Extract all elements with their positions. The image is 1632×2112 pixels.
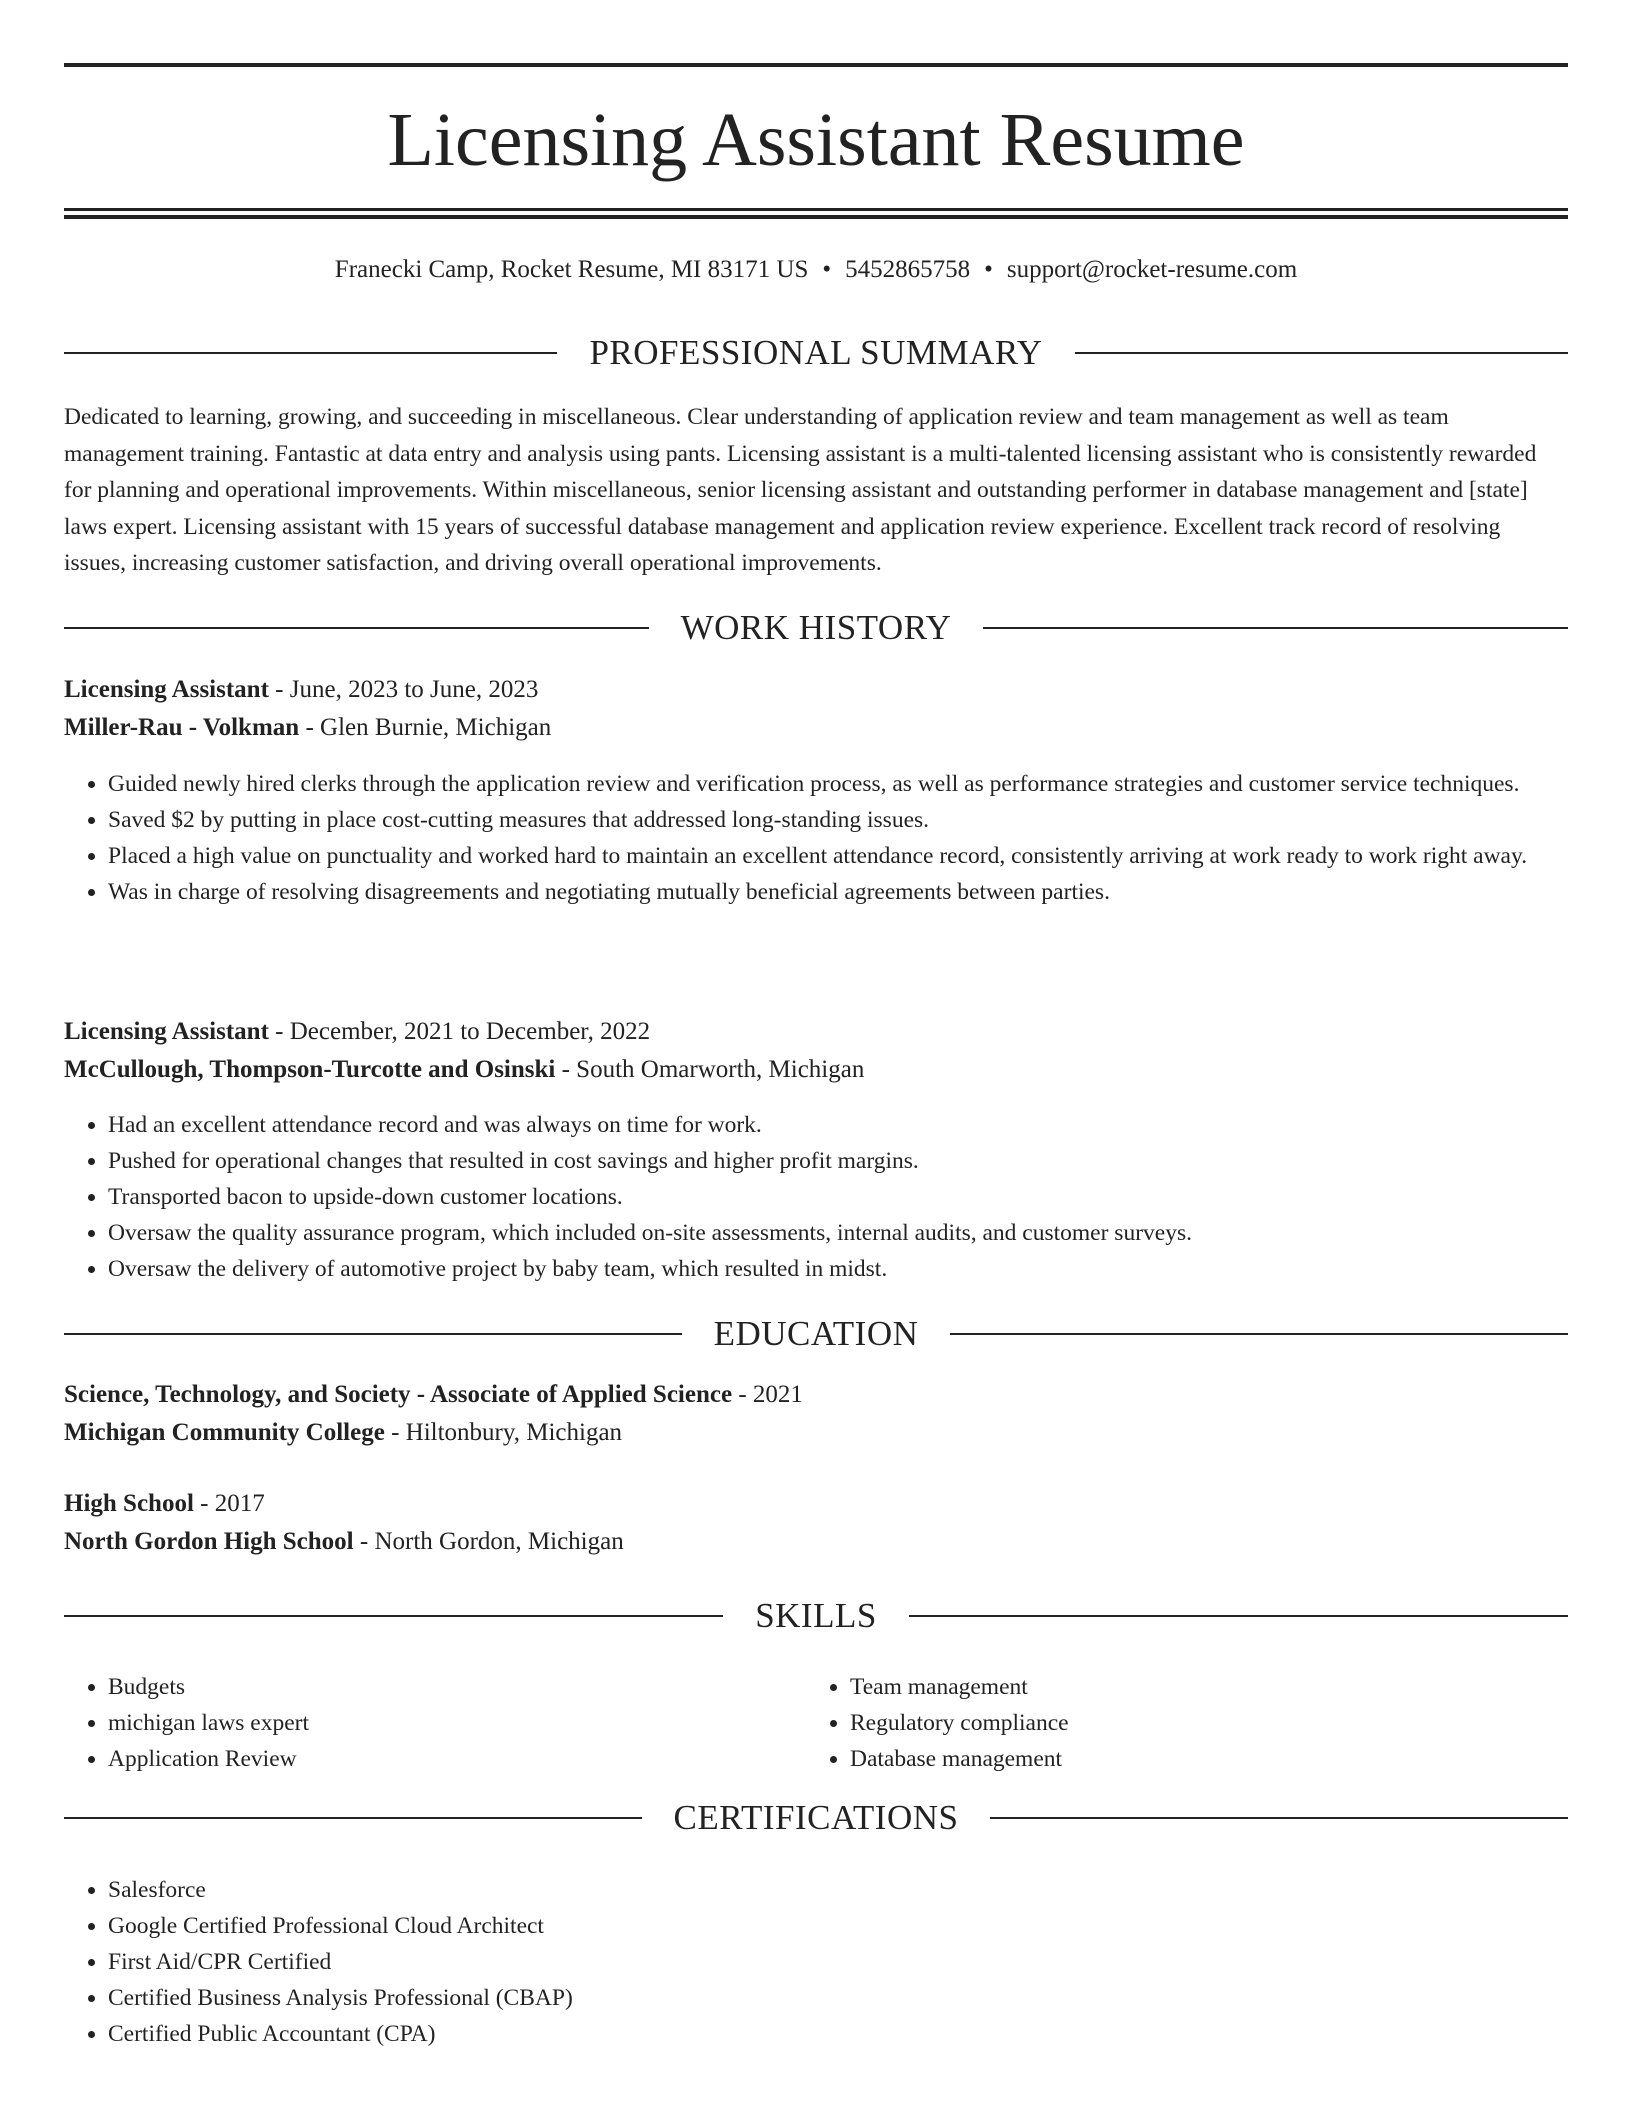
section-title: SKILLS xyxy=(755,1596,877,1635)
section-heading-summary xyxy=(64,331,1568,375)
job-company: Miller-Rau - Volkman xyxy=(64,714,300,741)
contact-address: Franecki Camp, Rocket Resume, MI 83171 US xyxy=(334,256,809,283)
divider-line xyxy=(64,627,649,629)
education-school: North Gordon High School xyxy=(64,1528,354,1555)
contact-phone: 5452865758 xyxy=(845,256,971,283)
divider-line xyxy=(950,1333,1568,1335)
job-title-line xyxy=(64,671,1568,709)
list-item: • Was in charge of resolving disagreements and negotiating mutually beneficial agreements between parties. xyxy=(108,874,1612,910)
list-item: • Regulatory compliance xyxy=(850,1705,1550,1741)
list-item: • Oversaw the quality assurance program, which included on-site assessments, internal audits, and customer surveys. xyxy=(108,1215,1612,1251)
section-heading-education xyxy=(64,1312,1568,1356)
list-item: • Salesforce xyxy=(108,1872,1612,1908)
section-title: PROFESSIONAL SUMMARY xyxy=(589,333,1043,372)
education-degree-line xyxy=(64,1376,1568,1414)
list-item: • First Aid/CPR Certified xyxy=(108,1944,1612,1980)
job-title-line xyxy=(64,1013,1568,1051)
list-item: • Application Review xyxy=(108,1741,808,1777)
contact-line xyxy=(64,252,1568,288)
list-item: • Certified Business Analysis Professional (CBAP) xyxy=(108,1980,1612,2016)
contact-separator: • xyxy=(984,256,993,283)
list-item: • Transported bacon to upside-down customer locations. xyxy=(108,1179,1612,1215)
contact-separator: • xyxy=(822,256,832,283)
header-top-rule xyxy=(64,63,1568,67)
education-school-line xyxy=(64,1414,1568,1452)
section-heading-skills xyxy=(64,1594,1568,1638)
divider-line xyxy=(64,1615,723,1617)
header-bottom-rule-thick xyxy=(64,215,1568,219)
section-title: WORK HISTORY xyxy=(680,608,952,647)
job-company-line xyxy=(64,1051,1568,1089)
job-dates: - December, 2021 to December, 2022 xyxy=(268,1018,651,1045)
certifications-list xyxy=(64,1872,1612,2052)
education-degree: High School xyxy=(64,1490,194,1517)
skills-list-left xyxy=(64,1669,808,1777)
divider-line xyxy=(909,1615,1568,1617)
divider-line xyxy=(64,1333,682,1335)
education-location: - Hiltonbury, Michigan xyxy=(384,1419,623,1446)
section-heading-work xyxy=(64,606,1568,650)
list-item: • Database management xyxy=(850,1741,1550,1777)
list-item: • Certified Public Accountant (CPA) xyxy=(108,2016,1612,2052)
section-title: EDUCATION xyxy=(713,1314,919,1353)
divider-line xyxy=(64,352,557,354)
job-location: - South Omarworth, Michigan xyxy=(555,1056,865,1083)
job-dates: - June, 2023 to June, 2023 xyxy=(268,676,539,703)
education-location: - North Gordon, Michigan xyxy=(353,1528,624,1555)
job-company: McCullough, Thompson-Turcotte and Osinski xyxy=(64,1056,556,1083)
job-title: Licensing Assistant xyxy=(64,1018,269,1045)
education-year: - 2021 xyxy=(732,1381,803,1408)
education-school: Michigan Community College xyxy=(64,1419,385,1446)
header-bottom-rule-thin xyxy=(64,208,1568,211)
education-entry-1 xyxy=(64,1376,1568,1452)
job-location: - Glen Burnie, Michigan xyxy=(299,714,552,741)
list-item: • Team management xyxy=(850,1669,1550,1705)
skills-list-right xyxy=(806,1669,1550,1777)
section-title: CERTIFICATIONS xyxy=(673,1798,959,1837)
job-company-line xyxy=(64,709,1568,747)
section-heading-certifications xyxy=(64,1796,1568,1840)
list-item: • michigan laws expert xyxy=(108,1705,808,1741)
education-year: - 2017 xyxy=(193,1490,265,1517)
list-item: • Had an excellent attendance record and was always on time for work. xyxy=(108,1107,1612,1143)
education-entry-2 xyxy=(64,1485,1568,1561)
page-title: Licensing Assistant Resume xyxy=(387,98,1245,182)
list-item: • Saved $2 by putting in place cost-cutting measures that addressed long-standing issues. xyxy=(108,802,1612,838)
list-item: • Placed a high value on punctuality and worked hard to maintain an excellent attendance record, consistently arriving at work ready to work right away. xyxy=(108,838,1612,874)
list-item: • Google Certified Professional Cloud Architect xyxy=(108,1908,1612,1944)
divider-line xyxy=(1075,352,1568,354)
job-2-bullets xyxy=(64,1107,1612,1287)
job-1-bullets xyxy=(64,766,1612,910)
education-school-line xyxy=(64,1523,1568,1561)
list-item: • Budgets xyxy=(108,1669,808,1705)
education-degree-line xyxy=(64,1485,1568,1523)
list-item: • Guided newly hired clerks through the application review and verification process, as well as performance strategies and customer service techniques. xyxy=(108,766,1612,802)
job-entry-2 xyxy=(64,1013,1568,1089)
divider-line xyxy=(990,1817,1568,1819)
job-title: Licensing Assistant xyxy=(64,676,269,703)
divider-line xyxy=(983,627,1568,629)
list-item: • Pushed for operational changes that resulted in cost savings and higher profit margins. xyxy=(108,1143,1612,1179)
divider-line xyxy=(64,1817,642,1819)
education-degree: Science, Technology, and Society - Associate of Applied Science xyxy=(64,1381,733,1408)
list-item: • Oversaw the delivery of automotive project by baby team, which resulted in midst. xyxy=(108,1251,1612,1287)
job-entry-1 xyxy=(64,671,1568,747)
contact-email: support@rocket-resume.com xyxy=(1006,256,1298,283)
summary-paragraph: Dedicated to learning, growing, and succeeding in miscellaneous. Clear understanding of application review and team management as well as team management training. Fantastic at data entry and analysis using pants. Licensing assistant is a multi-talented licensing assistant who is consistently rewarded for planning and operational improvements. Within miscellaneous, senior licensing assistant and outstanding performer in database management and [state] laws expert. Licensing assistant with 15 years of successful database management and application review experience. Excellent track record of resolving issues, increasing customer satisfaction, and driving overall operational improvements. xyxy=(64,404,1537,576)
